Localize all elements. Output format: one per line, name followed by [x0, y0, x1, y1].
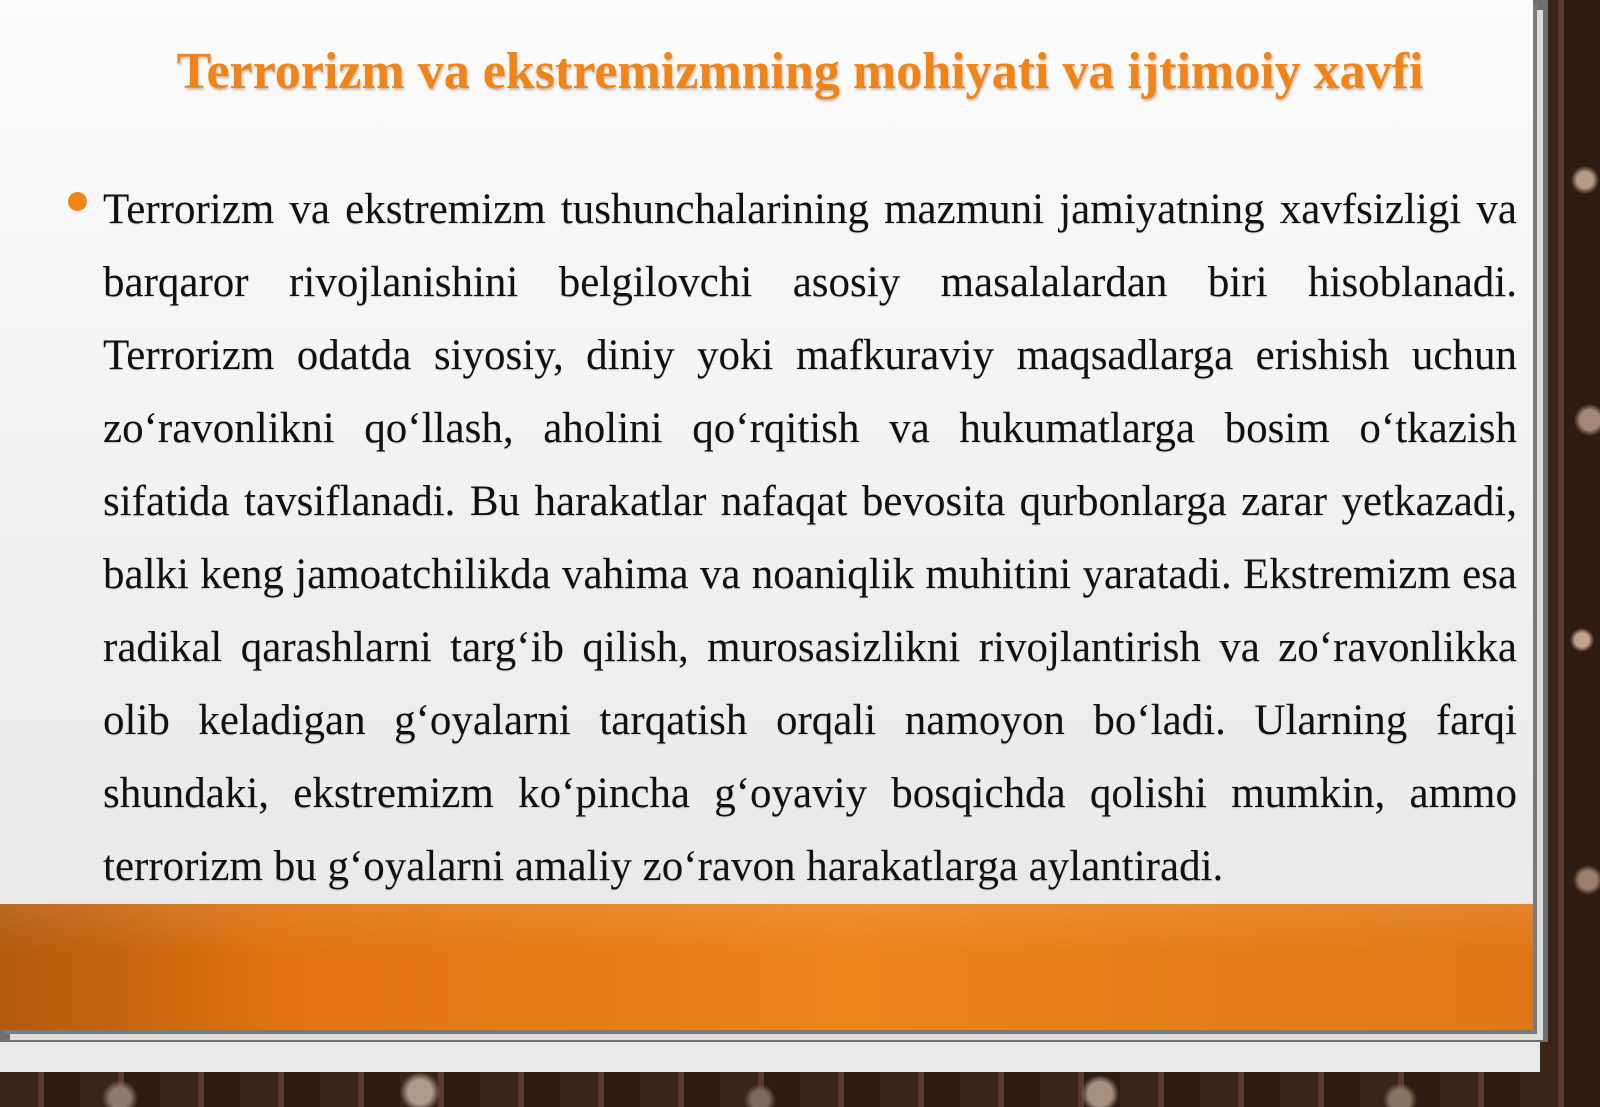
orange-footer-band	[0, 904, 1533, 1030]
bullet-text: Terrorizm va ekstremizm tushunchalarining mazmuni jamiyatning xavfsizligi va barqaror rivojlanishini belgilovchi asosiy masalalardan biri hisoblanadi. Terrorizm odatda siyosiy, diniy yoki mafkuraviy maqsadlarga erishish uchun zo‘ravonlikni qo‘llash, aholini qo‘rqitish va hukumatlarga bosim o‘tkazish sifatida tavsiflanadi. Bu harakatlar nafaqat bevosita qurbonlarga zarar yetkazadi, balki keng jamoatchilikda vahima va noaniqlik muhitini yaratadi. Ekstremizm esa radikal qarashlarni targ‘ib qilish, murosasizlikni rivojlantirish va zo‘ravonlikka olib keladigan g‘oyalarni tarqatish orqali namoyon bo‘ladi. Ularning farqi shundaki, ekstremizm ko‘pincha g‘oyaviy bosqichda qolishi mumkin, ammo terrorizm bu g‘oyalarni amaliy zo‘ravon harakatlarga aylantiradi.	[103, 186, 1517, 890]
slide-title: Terrorizm va ekstremizmning mohiyati va ijtimoiy xavfi	[176, 43, 1424, 100]
bullet-dot-icon	[68, 192, 87, 211]
